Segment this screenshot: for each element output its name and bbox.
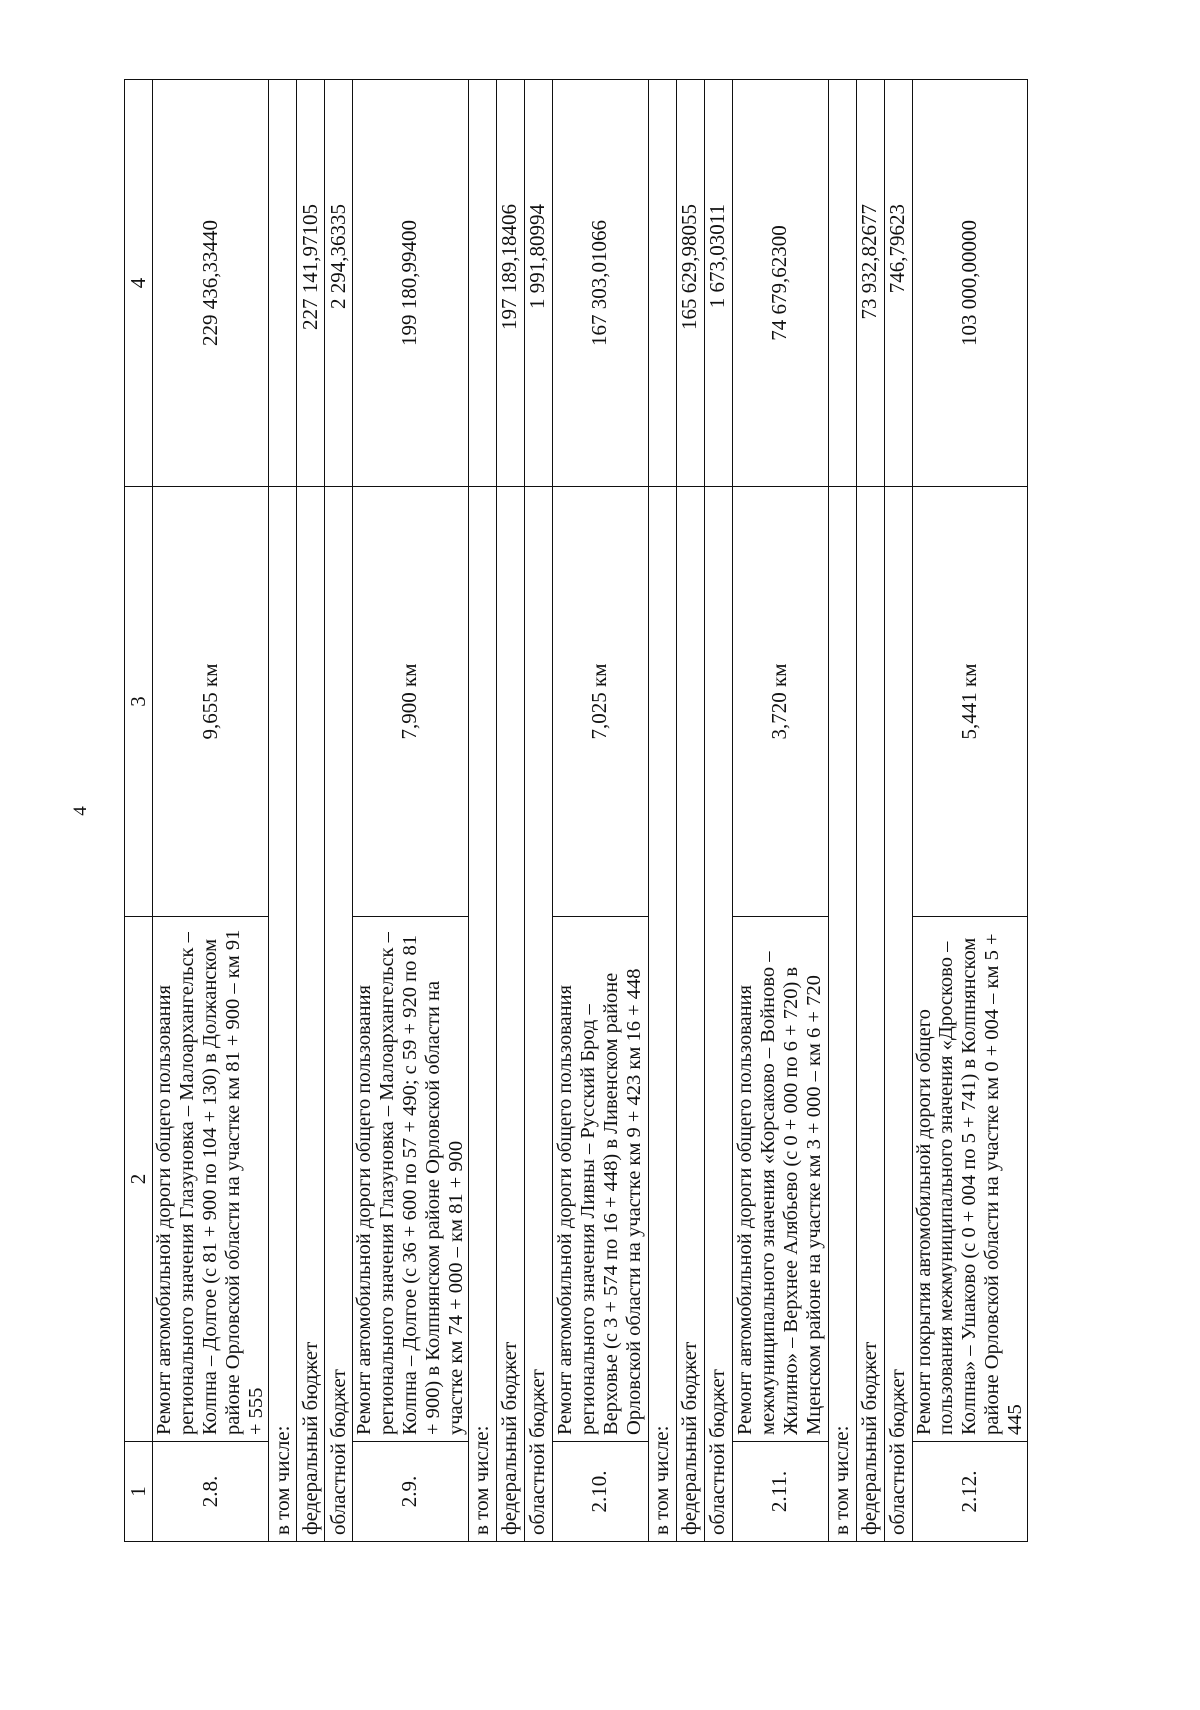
item-row (153, 80, 269, 1542)
budget-amount-cell: 1 673,03011 (704, 80, 732, 487)
budget-source-label: федеральный бюджет (676, 487, 704, 1542)
item-row (912, 80, 1028, 1542)
item-number-cell: 2.12. (912, 1442, 1028, 1542)
item-row (552, 80, 648, 1542)
budget-source-label: областной бюджет (324, 487, 352, 1542)
item-length-cell: 5,441 км (912, 487, 1028, 917)
item-number-cell: 2.9. (352, 1442, 468, 1542)
budget-source-label: федеральный бюджет (496, 487, 524, 1542)
budget-row (676, 80, 704, 1542)
budget-row (324, 80, 352, 1542)
item-amount-cell: 103 000,00000 (912, 80, 1028, 487)
item-length-cell: 7,025 км (552, 487, 648, 917)
item-number-cell: 2.10. (552, 1442, 648, 1542)
subtotal-label-row (828, 80, 856, 1542)
including-label: в том числе: (648, 487, 676, 1542)
budget-row (524, 80, 552, 1542)
budget-amount-cell: 197 189,18406 (496, 80, 524, 487)
item-row (732, 80, 828, 1542)
item-amount-cell: 167 303,01066 (552, 80, 648, 487)
item-description-cell: Ремонт автомобильной дороги общего пользования регионального значения Глазуновка – Малоархангельск – Колпна – Долгое (с 36 + 600 по 57 + 490; с 59 + 920 по 81 + 900) в Колпнянском районе Орловской области на участке км 74 + 000 – км 81 + 900 (352, 917, 468, 1442)
budget-amount-cell (268, 80, 296, 487)
table-body (125, 80, 1028, 1542)
header-cell-3: 3 (125, 487, 153, 917)
item-amount-cell: 229 436,33440 (153, 80, 269, 487)
including-label: в том числе: (828, 487, 856, 1542)
subtotal-label-row (648, 80, 676, 1542)
item-description-cell: Ремонт покрытия автомобильной дороги общего пользования межмуниципального значения «Дросково – Колпна» – Ушаково (с 0 + 004 по 5 + 741) в Колпнянском районе Орловской области на участке км 0 + 004 – км 5 + 445 (912, 917, 1028, 1442)
budget-amount-cell: 2 294,36335 (324, 80, 352, 487)
budget-amount-cell: 165 629,98055 (676, 80, 704, 487)
budget-amount-cell: 227 141,97105 (296, 80, 324, 487)
item-description-cell: Ремонт автомобильной дороги общего пользования регионального значения Ливны – Русский Брод – Верховье (с 3 + 574 по 16 + 448) в Ливенском районе Орловской области на участке км 9 + 423 км 16 + 448 (552, 917, 648, 1442)
budget-row (704, 80, 732, 1542)
page-number: 4 (69, 806, 91, 816)
rotated-table-container (124, 80, 1049, 1542)
budget-row (884, 80, 912, 1542)
header-row (125, 80, 153, 1542)
budget-source-label: федеральный бюджет (856, 487, 884, 1542)
budget-amount-cell: 1 991,80994 (524, 80, 552, 487)
item-length-cell: 7,900 км (352, 487, 468, 917)
budget-row (856, 80, 884, 1542)
subtotal-label-row (268, 80, 296, 1542)
budget-row (496, 80, 524, 1542)
including-label: в том числе: (268, 487, 296, 1542)
header-cell-2: 2 (125, 917, 153, 1442)
item-length-cell: 9,655 км (153, 487, 269, 917)
header-cell-1: 1 (125, 1442, 153, 1542)
item-description-cell: Ремонт автомобильной дороги общего пользования межмуниципального значения «Корсаково – Войново – Жилино» – Верхнее Алябьево (с 0 + 000 по 6 + 720) в Мценском районе на участке км 3 + 000 – км 6 + 720 (732, 917, 828, 1442)
item-number-cell: 2.8. (153, 1442, 269, 1542)
budget-amount-cell (468, 80, 496, 487)
item-amount-cell: 199 180,99400 (352, 80, 468, 487)
budget-source-label: областной бюджет (884, 487, 912, 1542)
budget-row (296, 80, 324, 1542)
item-number-cell: 2.11. (732, 1442, 828, 1542)
road-repair-table (124, 79, 1028, 1542)
header-cell-4: 4 (125, 80, 153, 487)
item-description-cell: Ремонт автомобильной дороги общего пользования регионального значения Глазуновка – Малоархангельск – Колпна – Долгое (с 81 + 900 по 104 + 130) в Должанском районе Орловской области на участке км 81 + 900 – км 91 + 555 (153, 917, 269, 1442)
item-row (352, 80, 468, 1542)
budget-amount-cell (648, 80, 676, 487)
budget-source-label: федеральный бюджет (296, 487, 324, 1542)
budget-source-label: областной бюджет (524, 487, 552, 1542)
budget-source-label: областной бюджет (704, 487, 732, 1542)
subtotal-label-row (468, 80, 496, 1542)
item-length-cell: 3,720 км (732, 487, 828, 917)
budget-amount-cell: 73 932,82677 (856, 80, 884, 487)
item-amount-cell: 74 679,62300 (732, 80, 828, 487)
budget-amount-cell: 746,79623 (884, 80, 912, 487)
including-label: в том числе: (468, 487, 496, 1542)
budget-amount-cell (828, 80, 856, 487)
